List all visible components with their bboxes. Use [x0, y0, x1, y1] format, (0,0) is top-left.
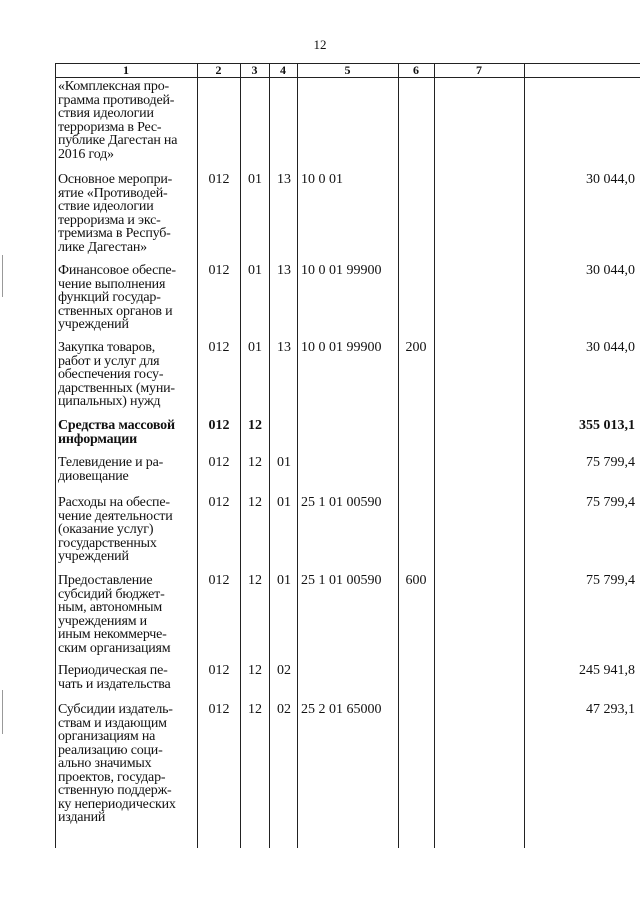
- row-name: Субсидии издатель- ствам и издающим организациям на реализацию соци- ально значимых проектов, государ- ственную поддерж- ку непериодических изданий: [58, 702, 176, 825]
- row-col2: 012: [208, 573, 230, 588]
- row-amount: 75 799,4: [586, 455, 635, 470]
- row-col2: 012: [208, 455, 230, 470]
- row-col4: 01: [277, 573, 291, 588]
- row-col5: 10 0 01 99900: [301, 263, 382, 278]
- column-header: 4: [280, 63, 286, 77]
- header-bottom-rule: [55, 77, 640, 78]
- col-rule: [434, 63, 435, 848]
- row-name: Телевидение и ра- диовещание: [58, 455, 164, 484]
- row-amount: 30 044,0: [586, 172, 635, 187]
- column-header: 6: [413, 63, 419, 77]
- row-name: Финансовое обеспе- чение выполнения функций государ- ственных органов и учреждений: [58, 263, 176, 332]
- row-col5: 10 0 01: [301, 172, 343, 187]
- row-col3: 01: [248, 340, 262, 355]
- row-col5: 25 1 01 00590: [301, 495, 382, 510]
- scan-edge-mark: [2, 255, 3, 297]
- row-amount: 245 941,8: [579, 663, 635, 678]
- row-col3: 12: [248, 663, 262, 678]
- row-amount: 30 044,0: [586, 340, 635, 355]
- row-name: Закупка товаров, работ и услуг для обеспечения госу- дарственных (муни- ципальных) нужд: [58, 340, 175, 409]
- row-col2: 012: [208, 663, 230, 678]
- row-col3: 12: [248, 573, 262, 588]
- row-amount: 75 799,4: [586, 573, 635, 588]
- row-amount: 75 799,4: [586, 495, 635, 510]
- row-col2: 012: [208, 340, 230, 355]
- row-col3: 01: [248, 172, 262, 187]
- row-col3: 12: [248, 495, 262, 510]
- row-col6: 600: [405, 573, 427, 588]
- column-header: [524, 63, 640, 77]
- row-name: «Комплексная про- грамма противодей- ствия идеологии терроризма в Рес- публике Дагестан на 2016 год»: [58, 79, 178, 162]
- column-header: 7: [476, 63, 482, 77]
- row-col4: 01: [277, 455, 291, 470]
- row-col2: 012: [208, 172, 230, 187]
- row-col3: 12: [248, 455, 262, 470]
- row-col4: 01: [277, 495, 291, 510]
- col-rule: [55, 63, 56, 848]
- column-header: 1: [123, 63, 129, 77]
- row-name: Периодическая пе- чать и издательства: [58, 663, 171, 692]
- row-col2: 012: [208, 263, 230, 278]
- column-header: 3: [251, 63, 258, 77]
- budget-table: [55, 63, 640, 848]
- row-col4: 13: [277, 172, 291, 187]
- row-name: Предоставление субсидий бюджет- ным, автономным учреждениям и иным некоммерче- ским организациям: [58, 573, 171, 656]
- row-amount: 355 013,1: [579, 418, 635, 433]
- page-number: 12: [313, 37, 327, 52]
- row-col4: 13: [277, 340, 291, 355]
- row-col5: 10 0 01 99900: [301, 340, 382, 355]
- row-col6: 200: [405, 340, 427, 355]
- row-col2: 012: [208, 702, 230, 717]
- row-col4: 02: [277, 663, 291, 678]
- row-col3: 12: [248, 702, 262, 717]
- row-col2: 012: [208, 495, 230, 510]
- row-col3: 01: [248, 263, 262, 278]
- row-name: Расходы на обеспе- чение деятельности (оказание услуг) государственных учреждений: [58, 495, 173, 564]
- row-name: Средства массовой информации: [58, 418, 175, 447]
- row-col5: 25 1 01 00590: [301, 573, 382, 588]
- row-name: Основное меропри- ятие «Противодей- ствие идеологии терроризма и экс- тремизма в Респуб- лике Дагестан»: [58, 172, 173, 255]
- row-col4: 02: [277, 702, 291, 717]
- column-header: 2: [215, 63, 222, 77]
- row-col4: 13: [277, 263, 291, 278]
- row-amount: 30 044,0: [586, 263, 635, 278]
- row-amount: 47 293,1: [586, 702, 635, 717]
- row-col3: 12: [248, 418, 262, 433]
- row-col5: 25 2 01 65000: [301, 702, 382, 717]
- row-col2: 012: [208, 418, 230, 433]
- column-header: 5: [344, 63, 351, 77]
- scan-edge-mark: [2, 690, 3, 734]
